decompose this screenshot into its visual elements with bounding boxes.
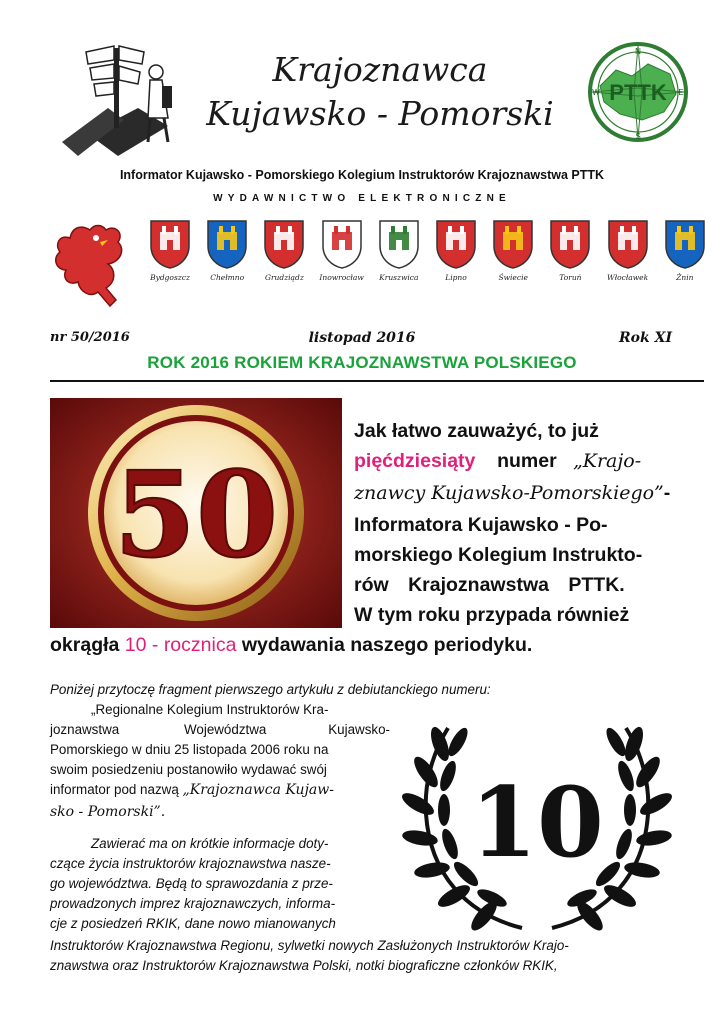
crest-2-shield [205, 218, 249, 270]
crest-6-shield [434, 218, 478, 270]
quote-line-4: swoim posiedzeniu postanowiło wydawać swój [50, 762, 327, 777]
issue-number: nr 50/2016 [50, 330, 130, 345]
quote-line-3: Pomorskiego w dniu 25 listopada 2006 roku na [50, 742, 329, 757]
crest-label: Kruszwica [379, 273, 419, 282]
subtitle: Informator Kujawsko - Pomorskiego Kolegium Instruktorów Krajoznawstwa PTTK [119, 168, 605, 182]
crest-9-shield [606, 218, 650, 270]
para-line-2: czące życia instruktorów krajoznawstwa nasze- [50, 856, 331, 871]
intro-dash: - [663, 482, 671, 504]
para-line-6: Instruktorów Krajoznawstwa Regionu, sylwetki nowych Zasłużonych Instruktorów Krajo- [50, 938, 569, 953]
periodical-name-end: znawcy Kujawsko-Pomorskiego” [354, 482, 664, 504]
fiftieth-highlight: pięćdziesiąty [354, 450, 476, 472]
crest-label: Grudziądz [264, 273, 304, 282]
masthead-line1: Krajoznawca [272, 50, 488, 89]
crest-4-shield [320, 218, 364, 270]
masthead-title [200, 48, 560, 136]
crest-10-shield [663, 218, 707, 270]
intro-line-2 [354, 450, 641, 473]
para-line-7: znawstwa oraz Instruktorów Krajoznawstwa Polski, notki biograficzne członków RKIK, [50, 958, 558, 973]
crest-label: Bydgoszcz [150, 273, 190, 282]
para-line-5: cje z posiedzeń RKIK, dane nowo mianowanych [50, 916, 336, 931]
quote-line-5 [50, 780, 334, 800]
laurel-wreath-ten [396, 714, 678, 938]
crest-8-shield [548, 218, 592, 270]
compass-w: W [592, 88, 600, 97]
compass-n: N [635, 47, 641, 56]
intro-line-3 [354, 482, 670, 505]
crest-label: Włocławek [607, 273, 649, 282]
fifty-anniversary-badge [50, 398, 342, 628]
intro-word-okragla: okrągła [50, 634, 120, 656]
quote-text: informator pod nazwą [50, 782, 179, 797]
quoted-title-start: „Krajoznawca Kujaw- [182, 782, 334, 798]
crest-5-shield [377, 218, 421, 270]
quote-line-6 [50, 802, 165, 822]
issue-date: listopad 2016 [308, 330, 416, 346]
tenth-anniversary-highlight: 10 - rocznica [124, 634, 237, 656]
headline-banner: ROK 2016 ROKIEM KRAJOZNAWSTWA POLSKIEGO [147, 353, 577, 372]
compass-s: S [635, 132, 641, 141]
crest-label: Toruń [559, 273, 582, 282]
intro-line-6: rów Krajoznawstwa PTTK. [354, 574, 625, 596]
intro-line-5: morskiego Kolegium Instrukto- [354, 544, 643, 566]
para-line-4: prowadzonych imprez krajoznawczych, informa- [50, 896, 336, 911]
compass-e: E [678, 88, 684, 97]
intro-line-4: Informatora Kujawsko - Po- [354, 514, 608, 536]
quote-word-1: joznawstwa [50, 722, 120, 737]
para-line-1: Zawierać ma on krótkie informacje doty- [91, 836, 329, 851]
periodical-name-start: „Krajo- [572, 450, 642, 472]
eagle-coat-of-arms [50, 220, 136, 310]
crest-label: Inowrocław [319, 273, 364, 282]
body-lead: Poniżej przytoczę fragment pierwszego artykułu z debiutanckiego numeru: [50, 682, 491, 697]
ten-number: 10 [470, 766, 604, 879]
crest-1-shield [148, 218, 192, 270]
quoted-title-end: sko - Pomorski”. [50, 804, 166, 820]
logo-text: PTTK [609, 80, 667, 105]
fifty-number: 50 [113, 445, 279, 584]
crest-label: Chełmno [210, 273, 245, 282]
crest-7-shield [491, 218, 535, 270]
intro-word-numer: numer [497, 450, 557, 472]
quote-word-3: Kujawsko- [328, 722, 390, 737]
crest-label: Żnin [676, 273, 694, 282]
masthead-line2: Kujawsko - Pomorski [206, 94, 554, 133]
crest-3-shield [262, 218, 306, 270]
intro-line-1: Jak łatwo zauważyć, to już [354, 420, 599, 442]
crest-label: Świecie [498, 273, 528, 282]
publisher-label: WYDAWNICTWO ELEKTRONICZNE [213, 193, 511, 204]
quote-word-2: Województwa [184, 722, 267, 737]
quote-line-1: „Regionalne Kolegium Instruktorów Kra- [91, 702, 329, 717]
crest-label: Lipno [445, 273, 467, 282]
pttk-logo [586, 40, 690, 144]
issue-year: Rok XI [619, 330, 672, 346]
divider [50, 380, 704, 382]
intro-line-8 [50, 634, 532, 657]
para-line-3: go województwa. Będą to sprawozdania z prze- [50, 876, 333, 891]
signpost-tourist-illustration [58, 38, 198, 160]
intro-line-7: W tym roku przypada również [354, 604, 630, 626]
intro-line-8-end: wydawania naszego periodyku. [241, 634, 533, 656]
quote-line-2 [50, 720, 390, 740]
